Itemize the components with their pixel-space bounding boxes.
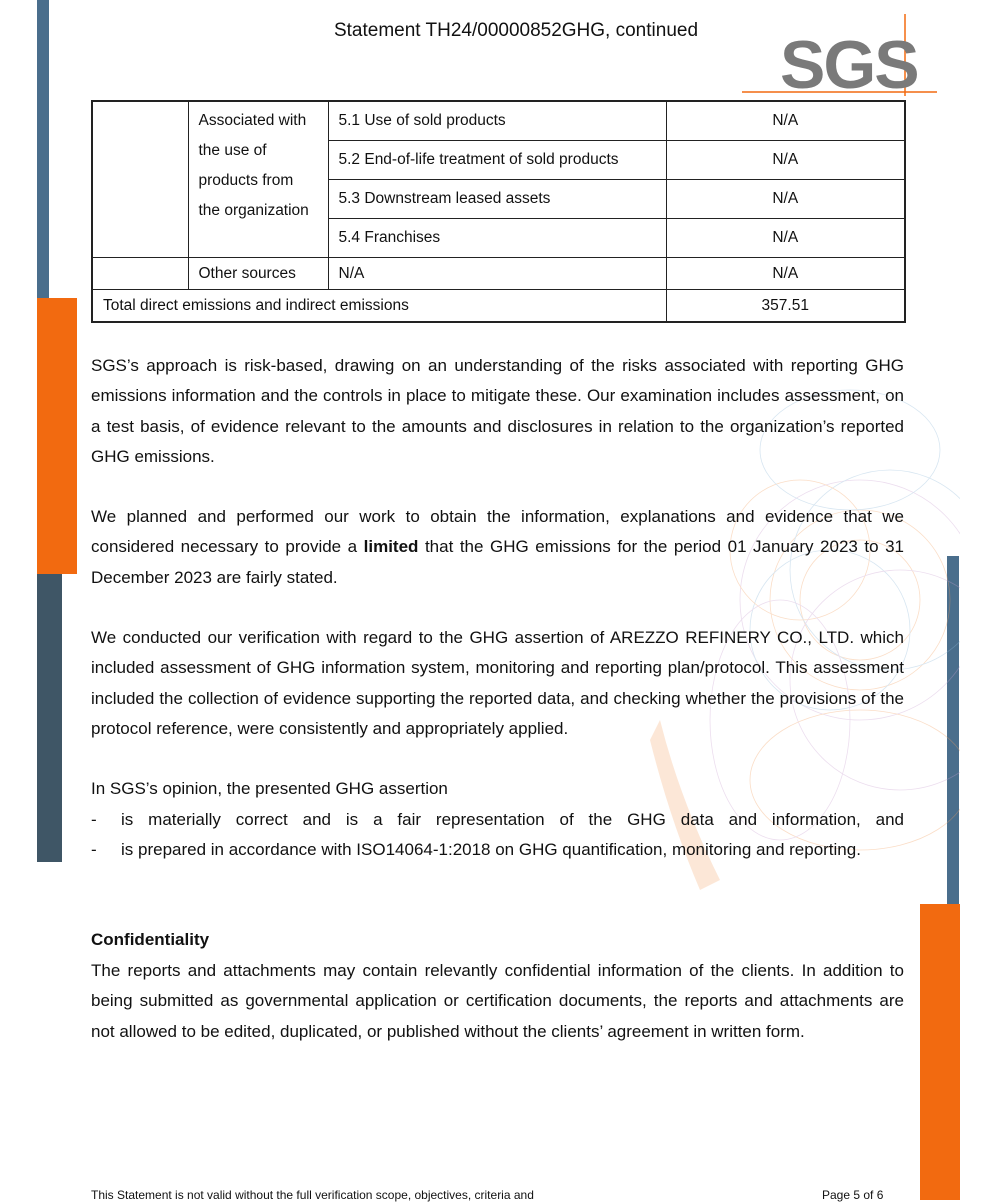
value-cell: N/A [666, 141, 905, 180]
value-cell: N/A [666, 219, 905, 258]
total-value: 357.51 [666, 290, 905, 323]
description-cell: 5.1 Use of sold products [328, 101, 666, 141]
total-row [92, 290, 905, 323]
category-cell: Other sources [188, 258, 328, 290]
limited-emphasis: limited [363, 537, 419, 557]
bullet-text: is materially correct and is a fair representation of the GHG data and information, and [121, 810, 904, 829]
logo-text: SGS [780, 27, 918, 103]
verification-paragraph: We conducted our verification with regard to the GHG assertion of AREZZO REFINERY CO., LTD. which included assessment of GHG information system, monitoring and reporting plan/protocol. This assessment included the collection of evidence supporting the reported data, and checking whether the provisions of the protocol reference, were consistently and appropriately applied. [91, 628, 904, 738]
empty-scope-cell [92, 258, 188, 290]
approach-paragraph: SGS’s approach is risk-based, drawing on an understanding of the risks associated with reporting GHG emissions information and the controls in place to mitigate these. Our examination includes assessment, on a test basis, of evidence relevant to the amounts and disclosures in relation to the organization’s reported GHG emissions. [91, 356, 904, 466]
description-cell: 5.2 End-of-life treatment of sold products [328, 141, 666, 180]
table-row [92, 258, 905, 290]
planned-text-end: that the GHG emissions for the period 01 January 2023 to 31 December 2023 are fairly stated. [91, 537, 904, 587]
total-label: Total direct emissions and indirect emissions [92, 290, 666, 323]
description-cell: 5.4 Franchises [328, 219, 666, 258]
bullet-dash: - [91, 840, 97, 859]
emissions-table [91, 100, 906, 323]
sgs-logo [742, 14, 937, 106]
description-cell: N/A [328, 258, 666, 290]
description-cell: 5.3 Downstream leased assets [328, 180, 666, 219]
planned-text-start: We planned and performed our work to obtain the information, explanations and evidence that we considered necessary to provide a [91, 507, 904, 557]
left-orange-bar [37, 298, 77, 574]
category-cell: Associated with the use of products from the organization [188, 101, 328, 258]
value-cell: N/A [666, 258, 905, 290]
opinion-intro: In SGS’s opinion, the presented GHG assertion [91, 779, 448, 798]
left-dark-bar [37, 574, 62, 862]
confidentiality-paragraph: The reports and attachments may contain relevantly confidential information of the clients. In addition to being submitted as governmental application or certification documents, the reports and attachments are not allowed to be edited, duplicated, or published without the clients’ agreement in written form. [91, 961, 904, 1041]
statement-title: Statement TH24/00000852GHG, continued [333, 20, 699, 41]
value-cell: N/A [666, 180, 905, 219]
planned-paragraph [91, 502, 904, 593]
bullet-dash: - [91, 810, 97, 829]
table-row [92, 101, 905, 141]
footer-disclaimer: This Statement is not valid without the full verification scope, objectives, criteria and [91, 1188, 534, 1202]
bullet-text: is prepared in accordance with ISO14064-1:2018 on GHG quantification, monitoring and reporting. [121, 840, 861, 859]
right-orange-bar [920, 904, 960, 1200]
empty-scope-cell [92, 101, 188, 258]
left-blue-bar [37, 0, 49, 298]
page-number: Page 5 of 6 [822, 1188, 884, 1202]
value-cell: N/A [666, 101, 905, 141]
confidentiality-heading: Confidentiality [91, 930, 210, 949]
